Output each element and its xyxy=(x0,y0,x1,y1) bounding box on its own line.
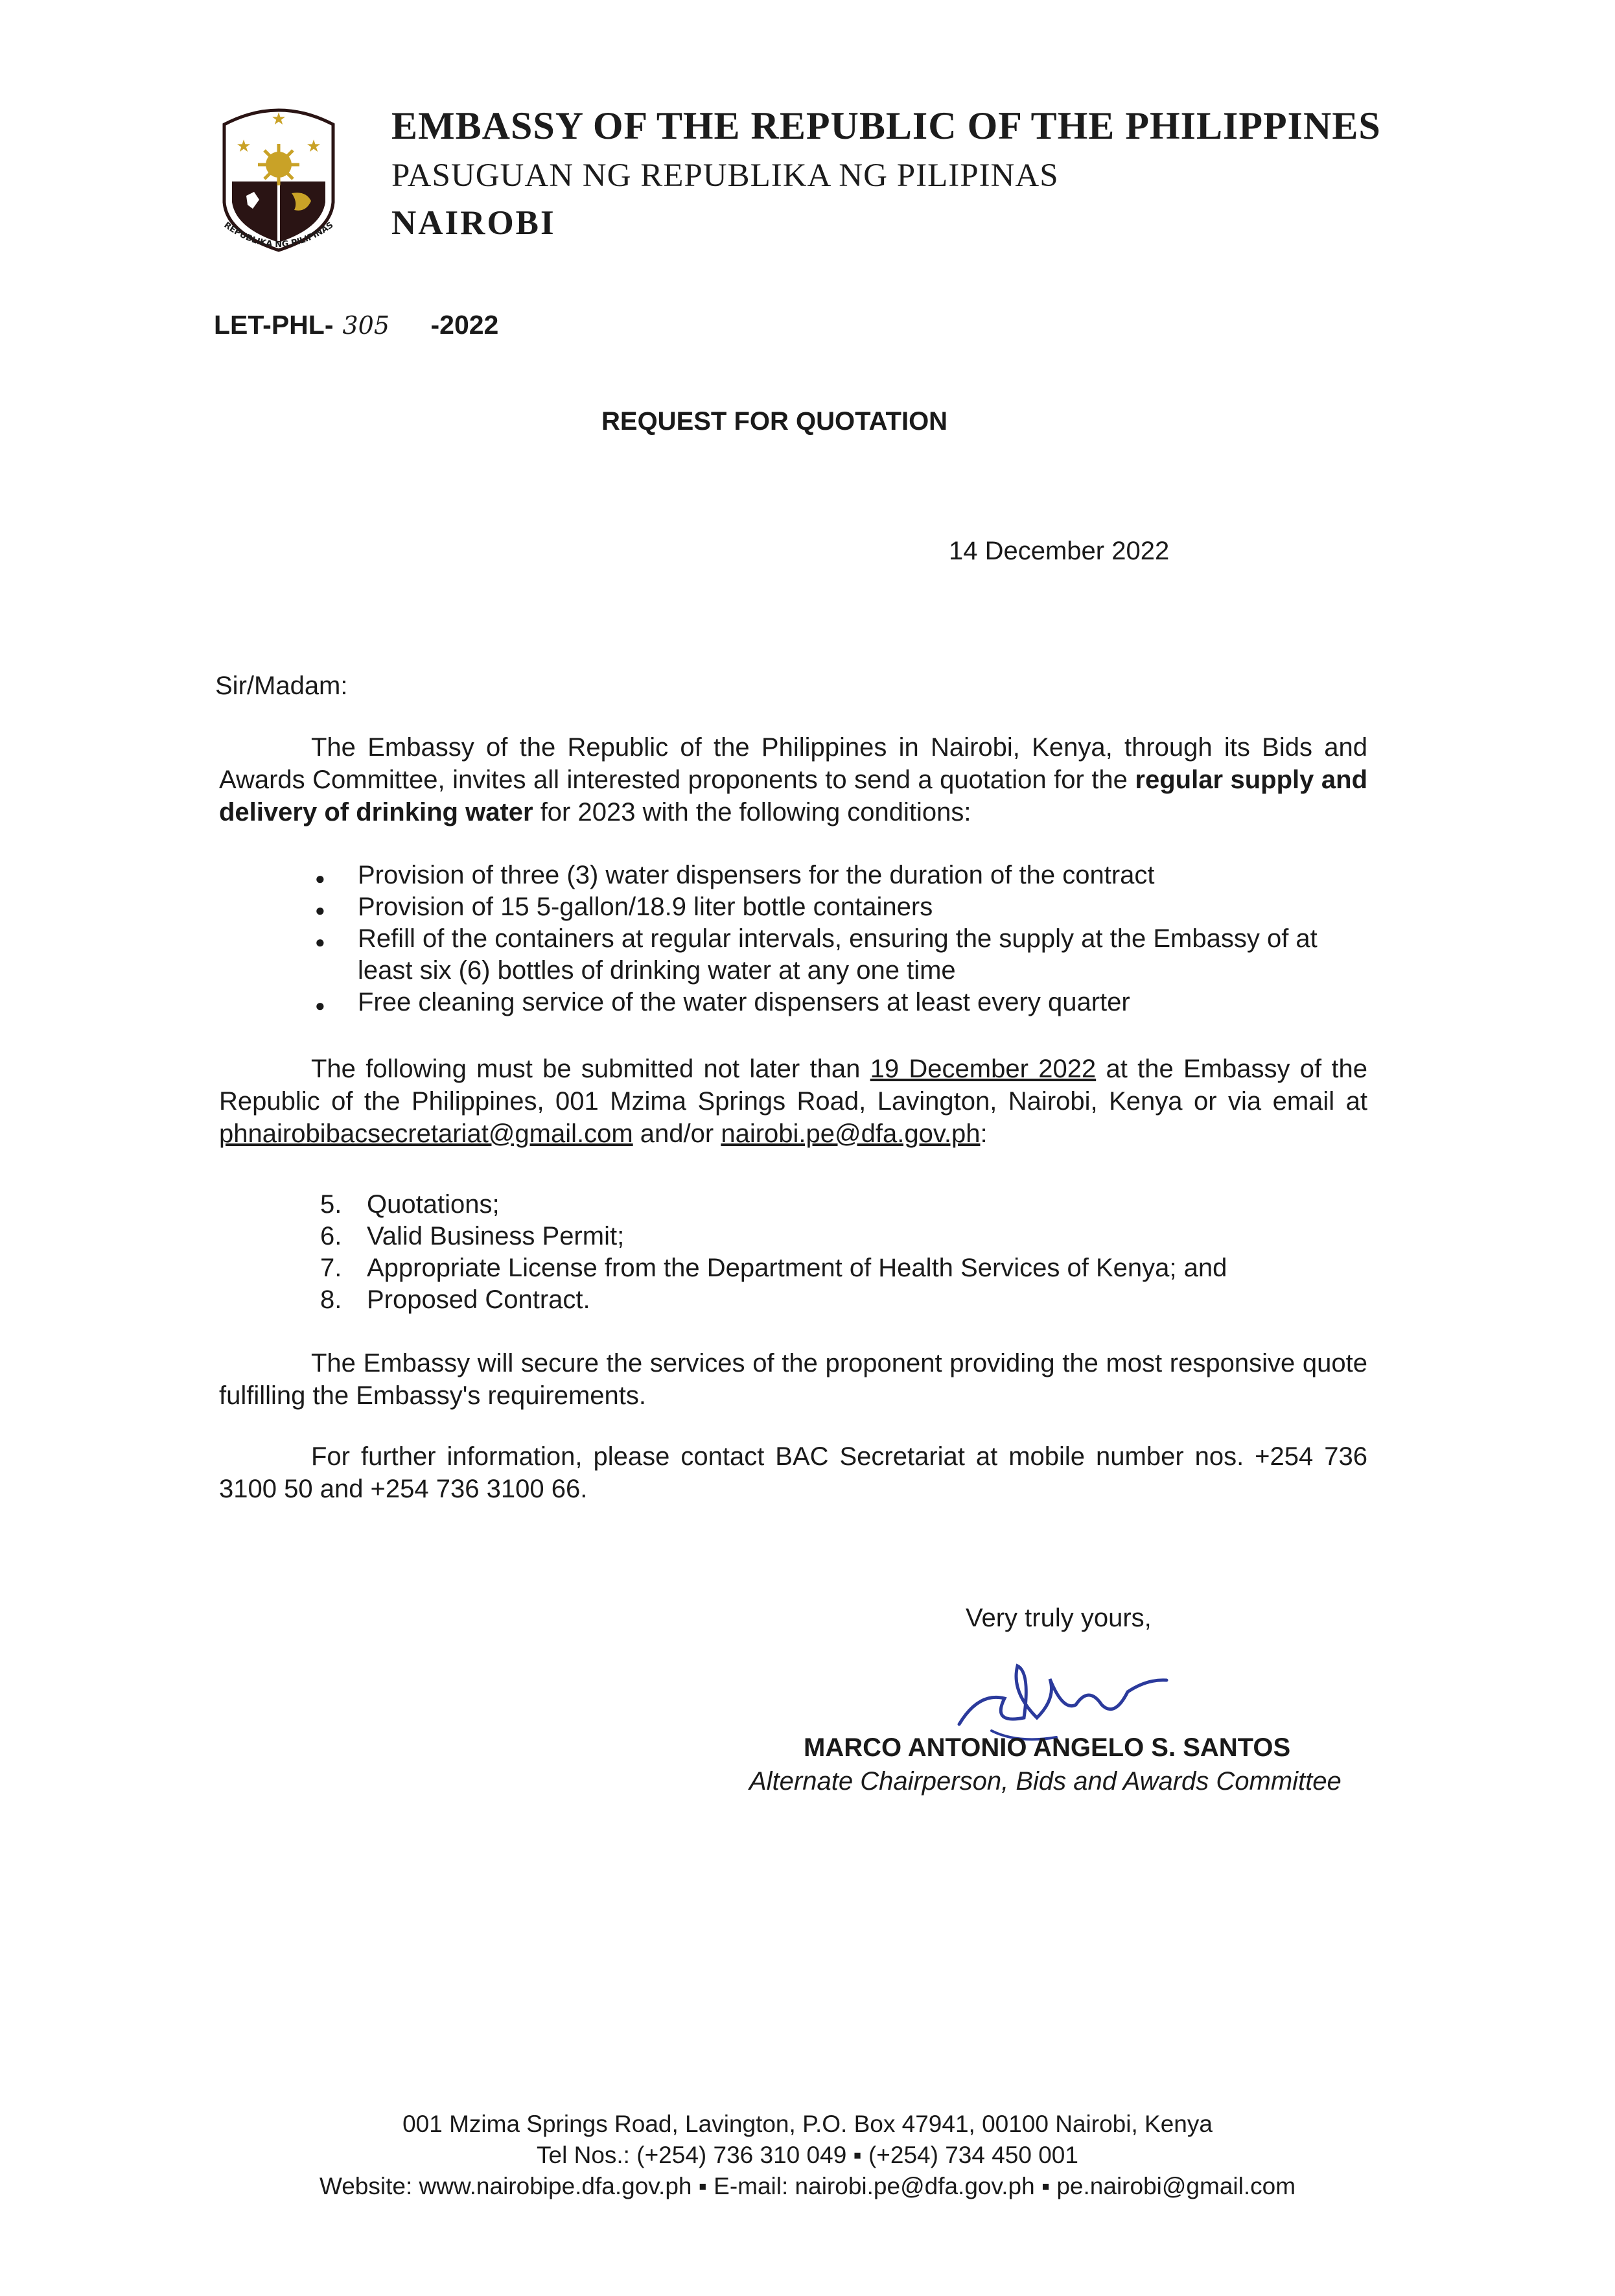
letter-date: 14 December 2022 xyxy=(949,537,1170,565)
list-item: 5. Quotations; xyxy=(320,1190,500,1219)
letter-reference xyxy=(214,310,498,340)
footer-web-email: Website: www.nairobipe.dfa.gov.ph ▪ E-mail: nairobi.pe@dfa.gov.ph ▪ pe.nairobi@gmail.com xyxy=(319,2173,1296,2199)
star-icon: ★ xyxy=(236,136,251,156)
salutation: Sir/Madam: xyxy=(215,672,348,700)
footer-address: 001 Mzima Springs Road, Lavington, P.O. Box 47941, 00100 Nairobi, Kenya xyxy=(402,2111,1213,2137)
reference-number: 305 xyxy=(342,311,390,340)
list-item: ● Refill of the containers at regular intervals, ensuring the supply at the Embassy of at least six (6) bottles of drinking water at any one time xyxy=(308,923,1371,987)
list-item: ● Free cleaning service of the water dispensers at least every quarter xyxy=(308,987,1371,1018)
list-item: ● Provision of three (3) water dispensers for the duration of the contract xyxy=(308,860,1371,891)
service-highlight: regular supply and delivery of drinking water xyxy=(219,766,1367,826)
signer-position: Alternate Chairperson, Bids and Awards Committee xyxy=(749,1767,1342,1796)
embassy-name-filipino: PASUGUAN NG REPUBLIKA NG PILIPINAS xyxy=(391,158,1059,194)
reference-year: -2022 xyxy=(430,310,499,340)
embassy-city: NAIROBI xyxy=(391,204,556,242)
embassy-name-english: EMBASSY OF THE REPUBLIC OF THE PHILIPPINES xyxy=(391,104,1381,147)
list-item: 7. Appropriate License from the Department of Health Services of Kenya; and xyxy=(320,1254,1227,1282)
bac-email-link[interactable]: phnairobibacsecretariat@gmail.com xyxy=(219,1119,633,1148)
list-item: 6. Valid Business Permit; xyxy=(320,1222,625,1250)
contact-paragraph: For further information, please contact BAC Secretariat at mobile number nos. +254 736 3100 50 and +254 736 3100 66. xyxy=(219,1442,1367,1503)
embassy-email-link[interactable]: nairobi.pe@dfa.gov.ph xyxy=(721,1119,981,1148)
conditions-list xyxy=(308,860,1371,1018)
submission-paragraph: The following must be submitted not later than 19 December 2022 at the Embassy of the Republic of the Philippines, 001 Mzima Springs Road, Lavington, Nairobi, Kenya or via email at phnairobibacsecretariat@gmail.com and/or nairobi.pe@dfa.gov.ph: xyxy=(219,1055,1367,1148)
closing: Very truly yours, xyxy=(966,1604,1152,1632)
star-icon: ★ xyxy=(306,136,321,156)
intro-paragraph: The Embassy of the Republic of the Philippines in Nairobi, Kenya, through its Bids and Awards Committee, invites all interested proponents to send a quotation for the regular supply and delivery of drinking water for 2023 with the following conditions: xyxy=(219,733,1367,826)
star-icon: ★ xyxy=(271,109,286,128)
reference-prefix: LET-PHL- xyxy=(214,310,334,340)
selection-paragraph: The Embassy will secure the services of the proponent providing the most responsive quote fulfilling the Embassy's requirements. xyxy=(219,1349,1367,1410)
philippine-seal-logo xyxy=(210,99,347,262)
signer-name: MARCO ANTONIO ANGELO S. SANTOS xyxy=(804,1733,1291,1762)
seal-text: REPUBLIKA NG PILIPINAS xyxy=(222,220,336,250)
deadline-date: 19 December 2022 xyxy=(870,1055,1097,1083)
requirements-list xyxy=(320,1189,1227,1316)
list-item: 8. Proposed Contract. xyxy=(320,1285,590,1314)
footer-phones: Tel Nos.: (+254) 736 310 049 ▪ (+254) 734 450 001 xyxy=(537,2142,1078,2168)
letter-title: REQUEST FOR QUOTATION xyxy=(601,407,948,436)
list-item: ● Provision of 15 5-gallon/18.9 liter bottle containers xyxy=(308,891,1371,923)
